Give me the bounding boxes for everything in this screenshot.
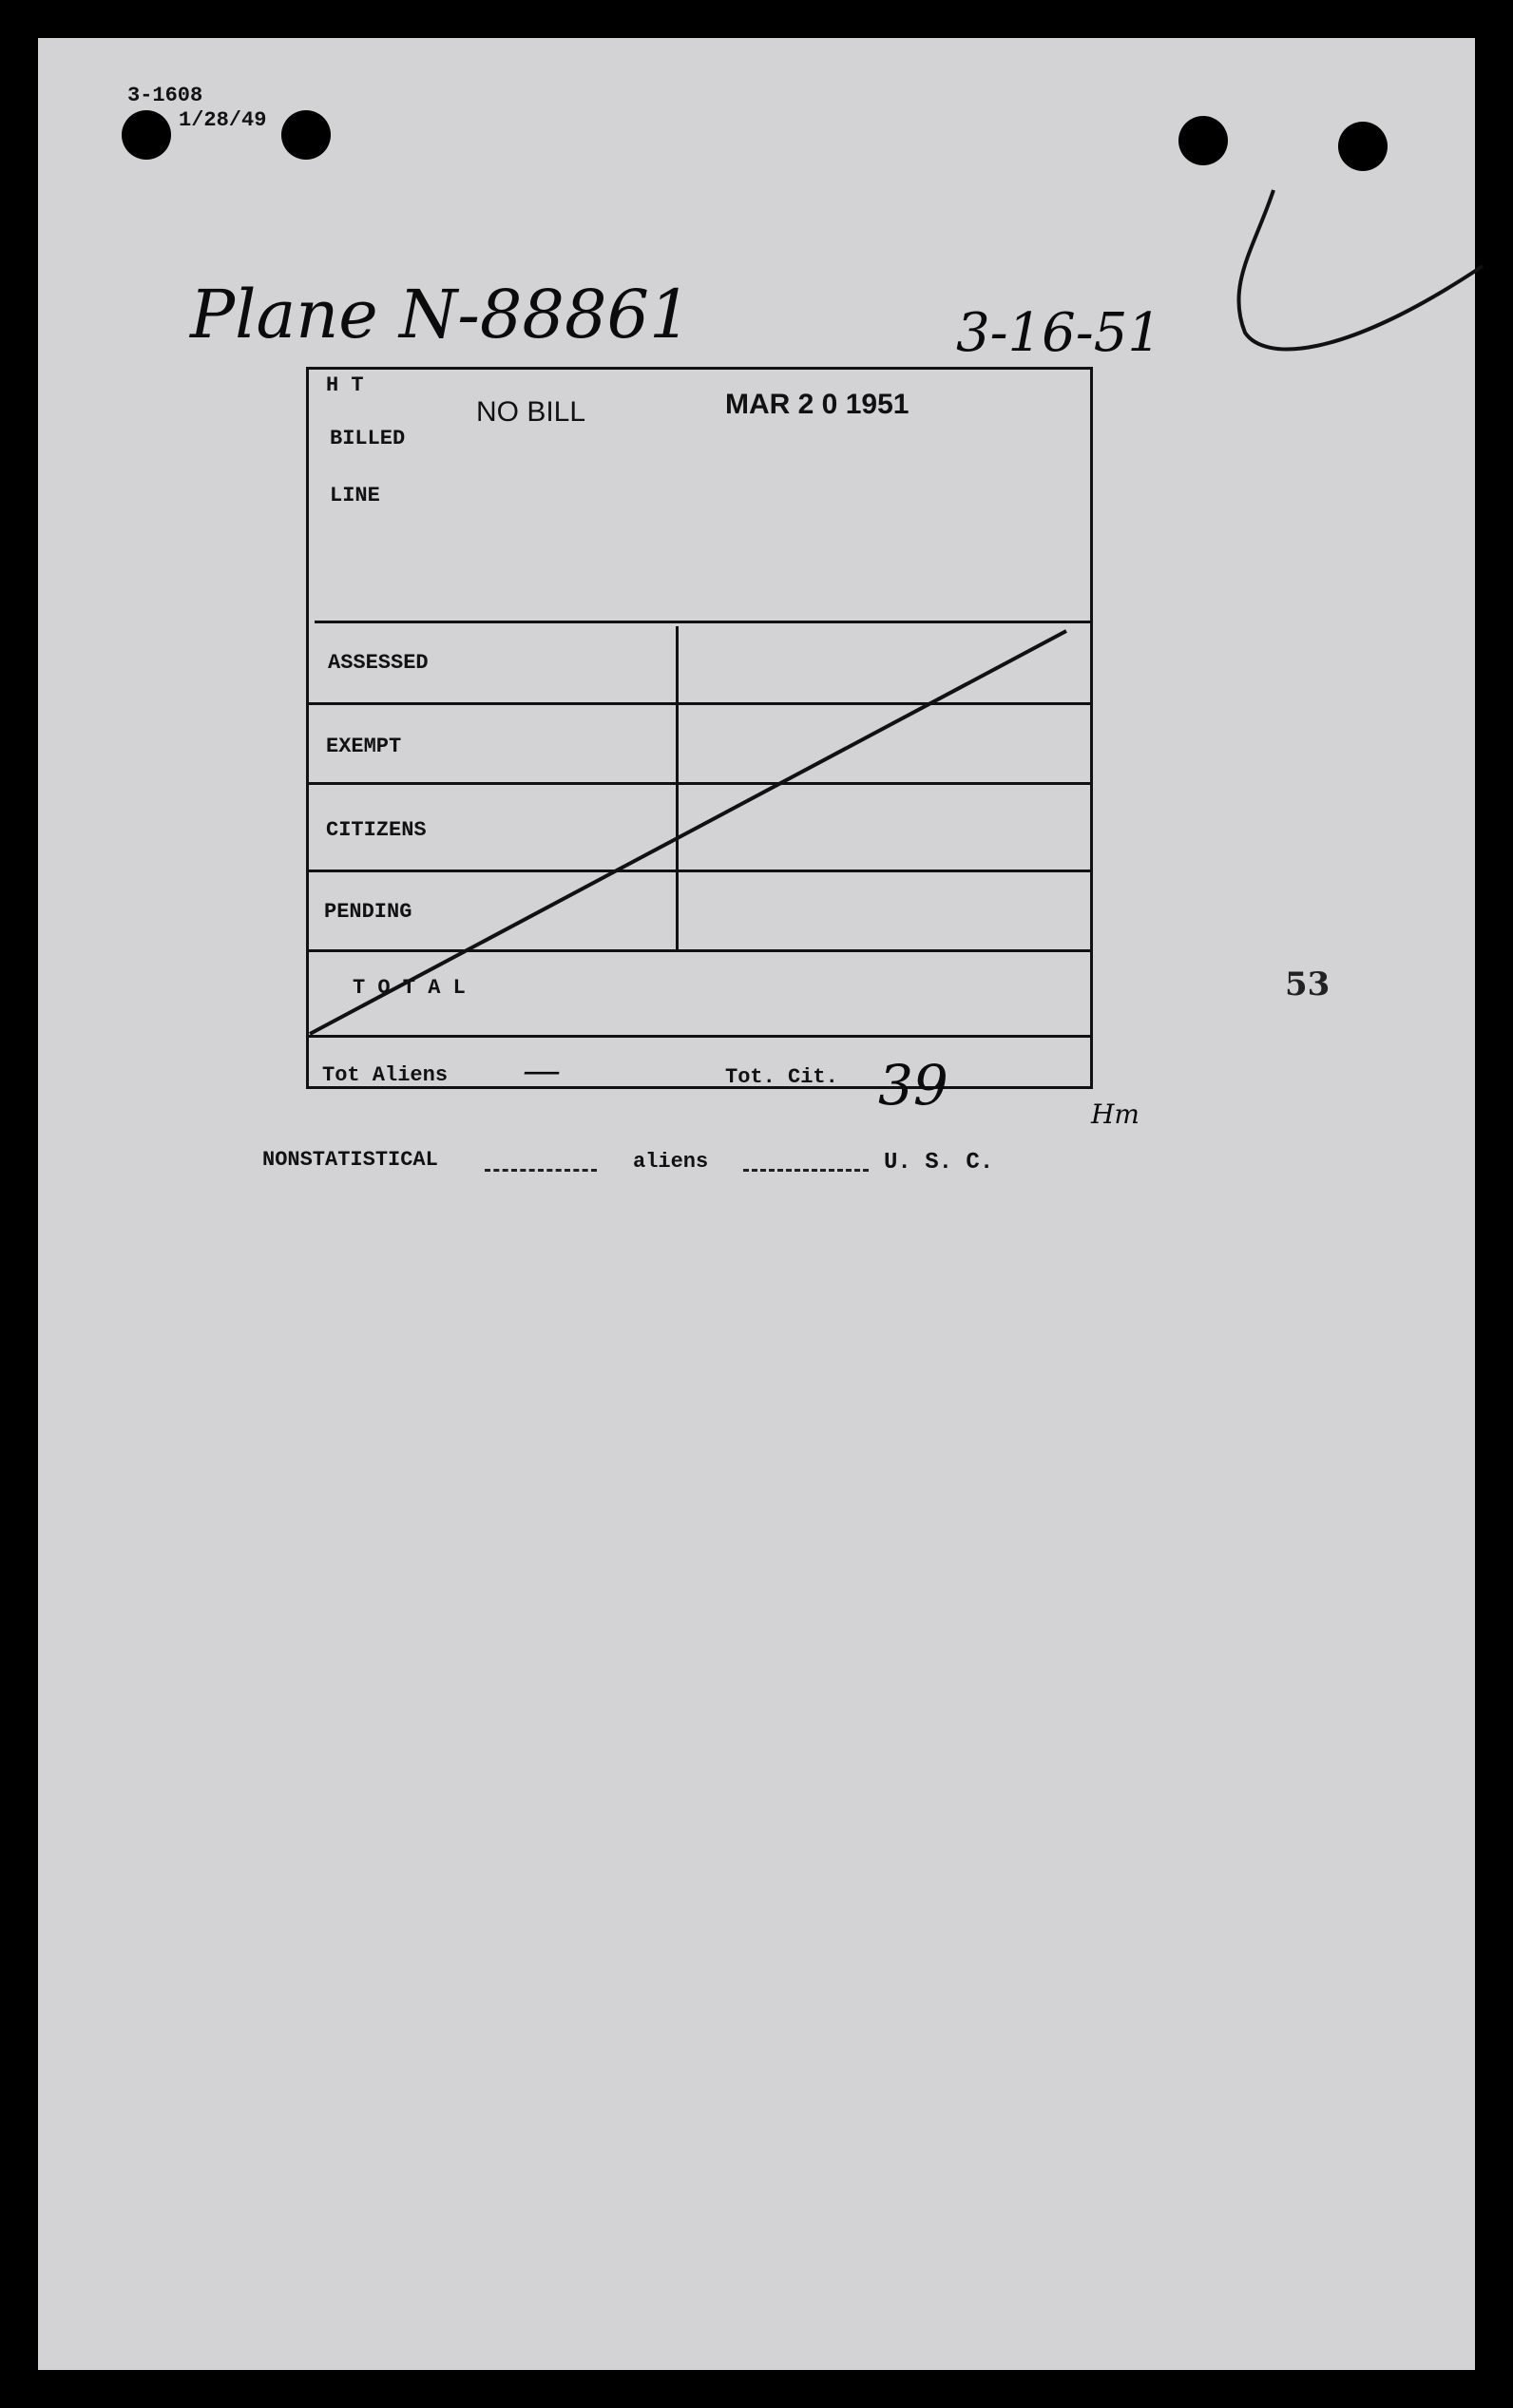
tot-aliens-label: Tot Aliens xyxy=(322,1063,449,1087)
nonstatistical-blank xyxy=(485,1169,597,1172)
tot-cit-label: Tot. Cit. xyxy=(725,1065,838,1089)
no-bill-stamp: NO BILL xyxy=(476,396,586,428)
page-number: 53 xyxy=(1285,965,1331,1003)
ht-label: H T xyxy=(326,373,364,397)
check-mark xyxy=(1207,162,1492,371)
billed-label: BILLED xyxy=(330,427,406,450)
tot-aliens-dash: — xyxy=(523,1049,561,1093)
form-date: 1/28/49 xyxy=(179,108,267,132)
aliens-blank xyxy=(743,1169,869,1172)
date-stamp: MAR 2 0 1951 xyxy=(725,389,910,420)
initials: Hm xyxy=(1091,1099,1140,1130)
assessed-label: ASSESSED xyxy=(328,651,429,675)
punch-hole-left-2 xyxy=(281,110,331,160)
form-number: 3-1608 xyxy=(127,84,203,107)
pending-label: PENDING xyxy=(324,900,412,924)
exempt-label: EXEMPT xyxy=(326,735,402,758)
total-label: T O T A L xyxy=(353,976,466,1000)
usc-label: U. S. C. xyxy=(884,1150,994,1175)
tot-cit-value: 39 xyxy=(878,1053,948,1118)
punch-hole-right xyxy=(1178,116,1228,165)
plane-number: Plane N-88861 xyxy=(190,276,692,354)
strike-line xyxy=(306,367,1093,1089)
punch-hole-left xyxy=(122,110,171,160)
nonstatistical-label: NONSTATISTICAL xyxy=(262,1148,438,1172)
document-page xyxy=(38,38,1475,2370)
aliens-label: aliens xyxy=(633,1150,709,1174)
citizens-label: CITIZENS xyxy=(326,818,427,842)
handwritten-date: 3-16-51 xyxy=(956,302,1161,364)
line-label: LINE xyxy=(330,484,380,507)
